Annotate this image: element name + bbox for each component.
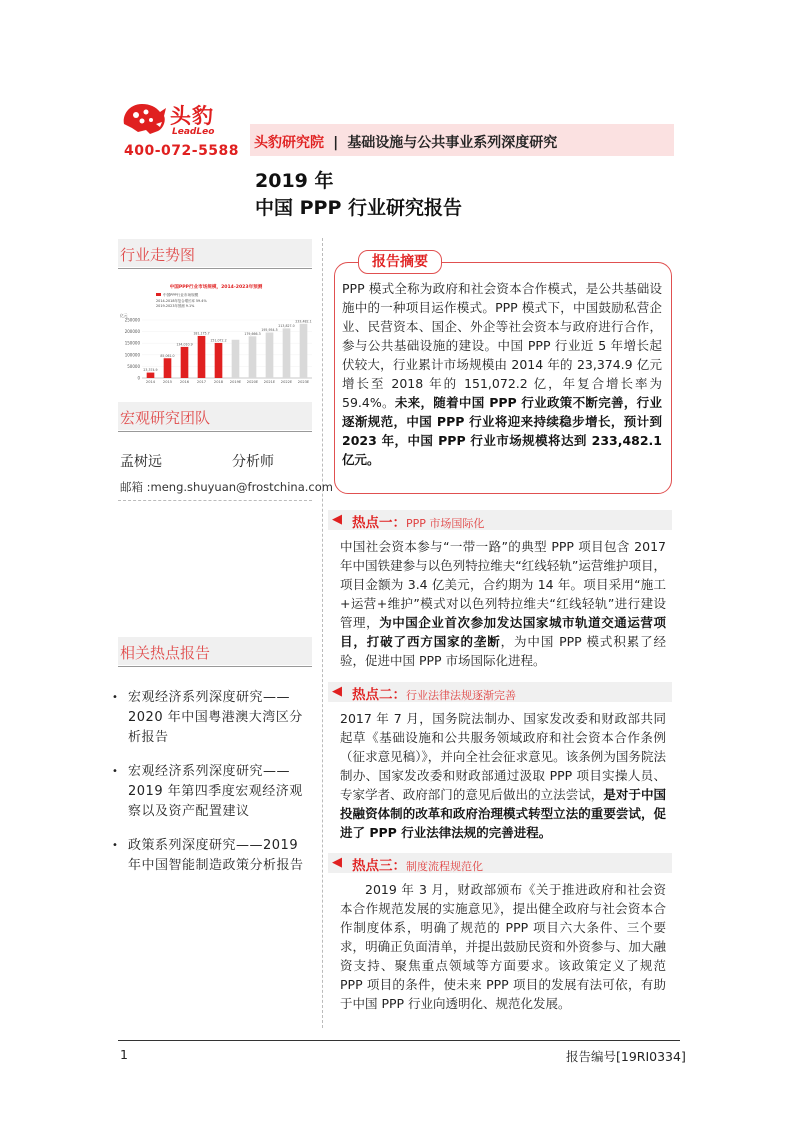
hotspot-bold: 为中国企业首次参加发达国家城市轨道交通运营项目，打破了西方国家的垄断 bbox=[340, 615, 666, 649]
bar bbox=[215, 343, 223, 378]
analyst-email: 邮箱 :meng.shuyuan@frostchina.com bbox=[120, 480, 333, 494]
hotspot-text bbox=[340, 709, 666, 842]
report-year: 2019 年 bbox=[255, 170, 334, 192]
report-title: 中国 PPP 行业研究报告 bbox=[255, 197, 463, 219]
data-label: 151,072.2 bbox=[210, 338, 227, 343]
arrow-right-icon: ◀ bbox=[332, 684, 342, 699]
report-number: 报告编号[19RI0334] bbox=[566, 1049, 686, 1064]
x-tick-label: 2020E bbox=[246, 380, 259, 384]
hotspot-sub: PPP 市场国际化 bbox=[406, 517, 485, 530]
data-label: 195,954.5 bbox=[261, 328, 278, 333]
series-topic: 基础设施与公共事业系列深度研究 bbox=[347, 135, 558, 151]
y-tick-label: 150000 bbox=[124, 340, 140, 346]
summary-text bbox=[342, 279, 662, 469]
hotspot-body-tail: ，为中国 PPP 模式积累了经验，促进中国 PPP 市场国际化进程。 bbox=[340, 634, 666, 668]
hotspot-heading bbox=[352, 854, 483, 874]
data-label: 85,061.0 bbox=[160, 353, 175, 358]
bar bbox=[300, 324, 308, 378]
summary-body: PPP 模式全称为政府和社会资本合作模式，是公共基础设施中的一种项目运作模式。PPP 模式下，中国鼓励私营企业、民营资本、国企、外企等社会资本与政府进行合作，参与公共基础设施的建设。中国 PPP 行业近 5 年增长起伏较大，行业累计市场规模由 2014 年的 23,374.9 亿元增长至 2018 年的 151,072.2 亿，年复合增长率为 59.4%。 bbox=[342, 281, 662, 410]
hotspot-sub: 行业法律法规逐渐完善 bbox=[406, 689, 516, 702]
hotspot-body: 2017 年 7 月，国务院法制办、国家发改委和财政部共同起草《基础设施和公共服务领域政府和社会资本合作条例（征求意见稿）》，并向全社会征求意见。该条例为国务院法制办、国家发改委和财政部通过汲取 PPP 项目实操人员、专家学者、政府部门的意见后做出的立法尝试， bbox=[340, 711, 666, 802]
footer-line bbox=[118, 1040, 680, 1041]
related-report-link[interactable]: • 宏观经济系列深度研究——2020 年中国粤港澳大湾区分析报告 bbox=[112, 688, 312, 748]
legend-label: 2019-2023年预测 9.1% bbox=[156, 304, 195, 308]
arrow-right-icon: ◀ bbox=[332, 512, 342, 527]
x-tick-label: 2022E bbox=[280, 380, 293, 384]
bar bbox=[147, 373, 155, 378]
y-tick-label: 0 bbox=[137, 375, 140, 381]
brand-name: 头豹 bbox=[170, 104, 214, 128]
x-tick-label: 2016 bbox=[179, 380, 190, 384]
hotspot-label: 热点三： bbox=[352, 858, 406, 874]
bar bbox=[181, 347, 189, 378]
data-label: 181,175.7 bbox=[193, 331, 210, 336]
divider bbox=[118, 500, 312, 501]
y-tick-label: 50000 bbox=[127, 363, 140, 369]
related-list bbox=[112, 688, 312, 890]
y-tick-label: 100000 bbox=[124, 352, 140, 358]
brand-sub: LeadLeo bbox=[172, 127, 215, 137]
divider bbox=[118, 268, 312, 269]
bar bbox=[232, 340, 240, 378]
hotspot-body: 2019 年 3 月，财政部颁布《关于推进政府和社会资本合作规范发展的实施意见》，提出健全政府与社会资本合作制度体系，明确了规范的 PPP 项目六大条件、三个要求，明确正负面清单，并提出鼓励民资和外资参与、加大融资支持、聚焦重点领域等方面要求。该政策定义了规范 PPP 项目的条件，使未来 PPP 项目的发展有法可依，有助于中国 PPP 行业向透明化、规范化发展。 bbox=[340, 882, 666, 1011]
data-label: 213,827.0 bbox=[278, 323, 295, 328]
bar bbox=[283, 328, 291, 378]
hotspot-heading bbox=[352, 511, 484, 531]
series-separator: | bbox=[333, 135, 339, 151]
column-divider bbox=[322, 238, 323, 1028]
related-heading: 相关热点报告 bbox=[120, 644, 211, 662]
hotspot-sub: 制度流程规范化 bbox=[406, 860, 483, 873]
divider bbox=[118, 666, 312, 667]
bar bbox=[198, 336, 206, 378]
hotspot-label: 热点一： bbox=[352, 515, 406, 531]
hotspot-heading bbox=[352, 683, 516, 703]
related-report-link[interactable]: • 宏观经济系列深度研究——2019 年第四季度宏观经济观察以及资产配置建议 bbox=[112, 762, 312, 822]
legend-label: 2014-2018年复合增长率 59.4% bbox=[156, 299, 207, 303]
series-org: 头豹研究院 bbox=[254, 135, 324, 151]
brand-phone: 400-072-5588 bbox=[124, 143, 240, 159]
arrow-right-icon: ◀ bbox=[332, 855, 342, 870]
summary-heading: 报告摘要 bbox=[372, 254, 428, 270]
hotspot-bold: 是对于中国投融资体制的改革和政府治理模式转型立法的重要尝试，促进了 PPP 行业法律法规的完善进程。 bbox=[340, 787, 666, 840]
x-tick-label: 2018 bbox=[213, 380, 224, 384]
trend-chart-svg bbox=[116, 280, 316, 390]
data-label: 23,374.9 bbox=[143, 368, 158, 373]
y-tick-label: 250000 bbox=[124, 317, 140, 323]
trend-heading: 行业走势图 bbox=[120, 246, 196, 264]
hotspot-text bbox=[340, 537, 666, 670]
analyst-role: 分析师 bbox=[232, 454, 274, 470]
x-tick-label: 2014 bbox=[145, 380, 156, 384]
page-number: 1 bbox=[120, 1047, 128, 1062]
x-tick-label: 2019E bbox=[229, 380, 242, 384]
x-tick-label: 2021E bbox=[263, 380, 276, 384]
hotspot-body: 中国社会资本参与“一带一路”的典型 PPP 项目包含 2017 年中国铁建参与以色列特拉维夫“红线轻轨”运营维护项目，项目金额为 3.4 亿美元，合约期为 14 年。项目采用“施工+运营+维护”模式对以色列特拉维夫“红线轻轨”进行建设管理， bbox=[340, 539, 666, 630]
hotspot-label: 热点二： bbox=[352, 687, 406, 703]
analyst-name: 孟树远 bbox=[120, 454, 162, 470]
y-axis-label: 亿元 bbox=[120, 313, 128, 318]
series-bar bbox=[250, 124, 674, 156]
bar bbox=[164, 358, 172, 378]
trend-chart bbox=[116, 280, 316, 390]
bar bbox=[249, 336, 257, 378]
data-label: 134,010.9 bbox=[176, 342, 193, 347]
x-tick-label: 2017 bbox=[196, 380, 207, 384]
y-tick-label: 200000 bbox=[124, 329, 140, 335]
hotspot-text bbox=[340, 880, 666, 1013]
legend-swatch bbox=[156, 293, 161, 296]
divider bbox=[118, 431, 312, 432]
data-label: 179,666.3 bbox=[244, 331, 261, 336]
x-tick-label: 2015 bbox=[162, 380, 173, 384]
bar bbox=[266, 333, 274, 378]
legend-label: 中国PPP行业市场规模 bbox=[163, 293, 199, 297]
data-label: 233,482.1 bbox=[295, 319, 312, 324]
related-report-link[interactable]: • 政策系列深度研究——2019 年中国智能制造政策分析报告 bbox=[112, 836, 312, 876]
summary-bold: 未来，随着中国 PPP 行业政策不断完善，行业逐渐规范，中国 PPP 行业将迎来持续稳步增长，预计到 2023 年，中国 PPP 行业市场规模将达到 233,482.1 亿元。 bbox=[342, 395, 662, 467]
x-tick-label: 2023E bbox=[297, 380, 310, 384]
chart-title: 中国PPP行业市场规模，2014-2023年预测 bbox=[169, 285, 263, 290]
summary-tag bbox=[358, 250, 442, 274]
team-heading: 宏观研究团队 bbox=[120, 409, 211, 427]
